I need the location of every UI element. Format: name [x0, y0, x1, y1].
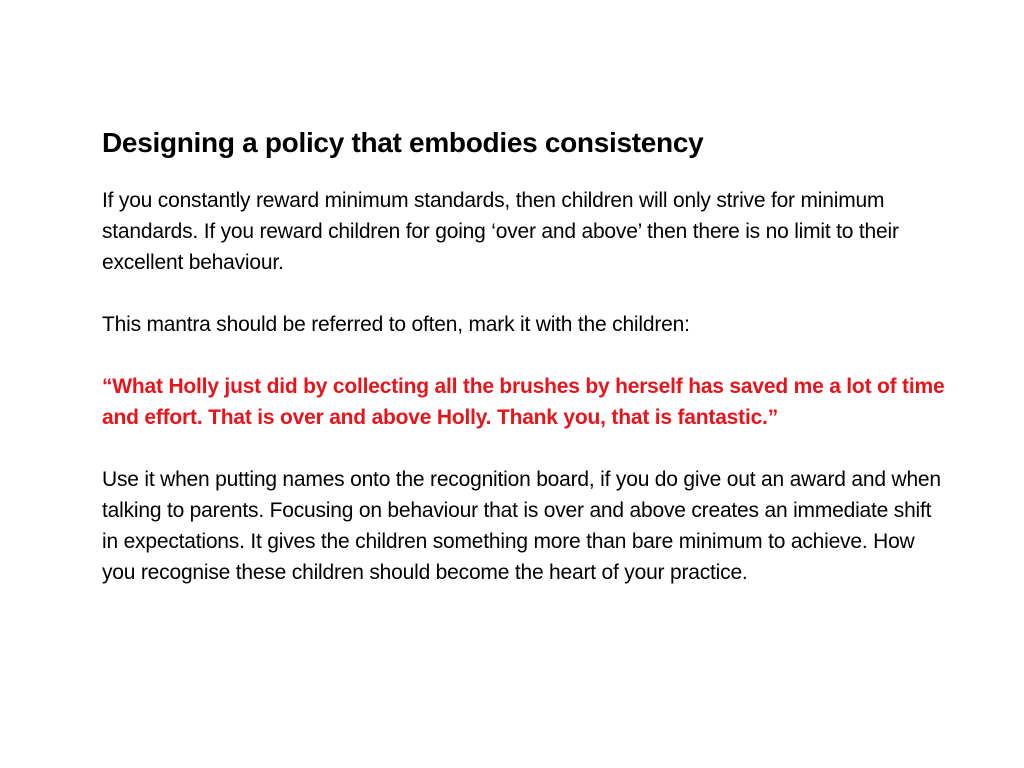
paragraph-spacer [102, 433, 952, 464]
paragraph-usage: Use it when putting names onto the recognition board, if you do give out an award and when talking to parents. Focusing on behaviour that is over and above creates an immediate shift in expectations. It gives the children something more than bare minimum to achieve. How you recognise these children should become the heart of your practice. [102, 468, 941, 584]
paragraph-reward-standards: If you constantly reward minimum standards, then children will only strive for minimum standards. If you reward children for going ‘over and above’ then there is no limit to their excellent behaviour. [102, 189, 899, 274]
paragraph-spacer [102, 340, 952, 371]
paragraph-mantra-intro: This mantra should be referred to often, mark it with the children: [102, 313, 690, 336]
paragraph-spacer [102, 278, 952, 309]
slide-title: Designing a policy that embodies consistency [102, 127, 704, 158]
mantra-quote: “What Holly just did by collecting all the brushes by herself has saved me a lot of time and effort. That is over and above Holly. Thank you, that is fantastic.” [102, 375, 945, 429]
slide-content [102, 124, 952, 588]
